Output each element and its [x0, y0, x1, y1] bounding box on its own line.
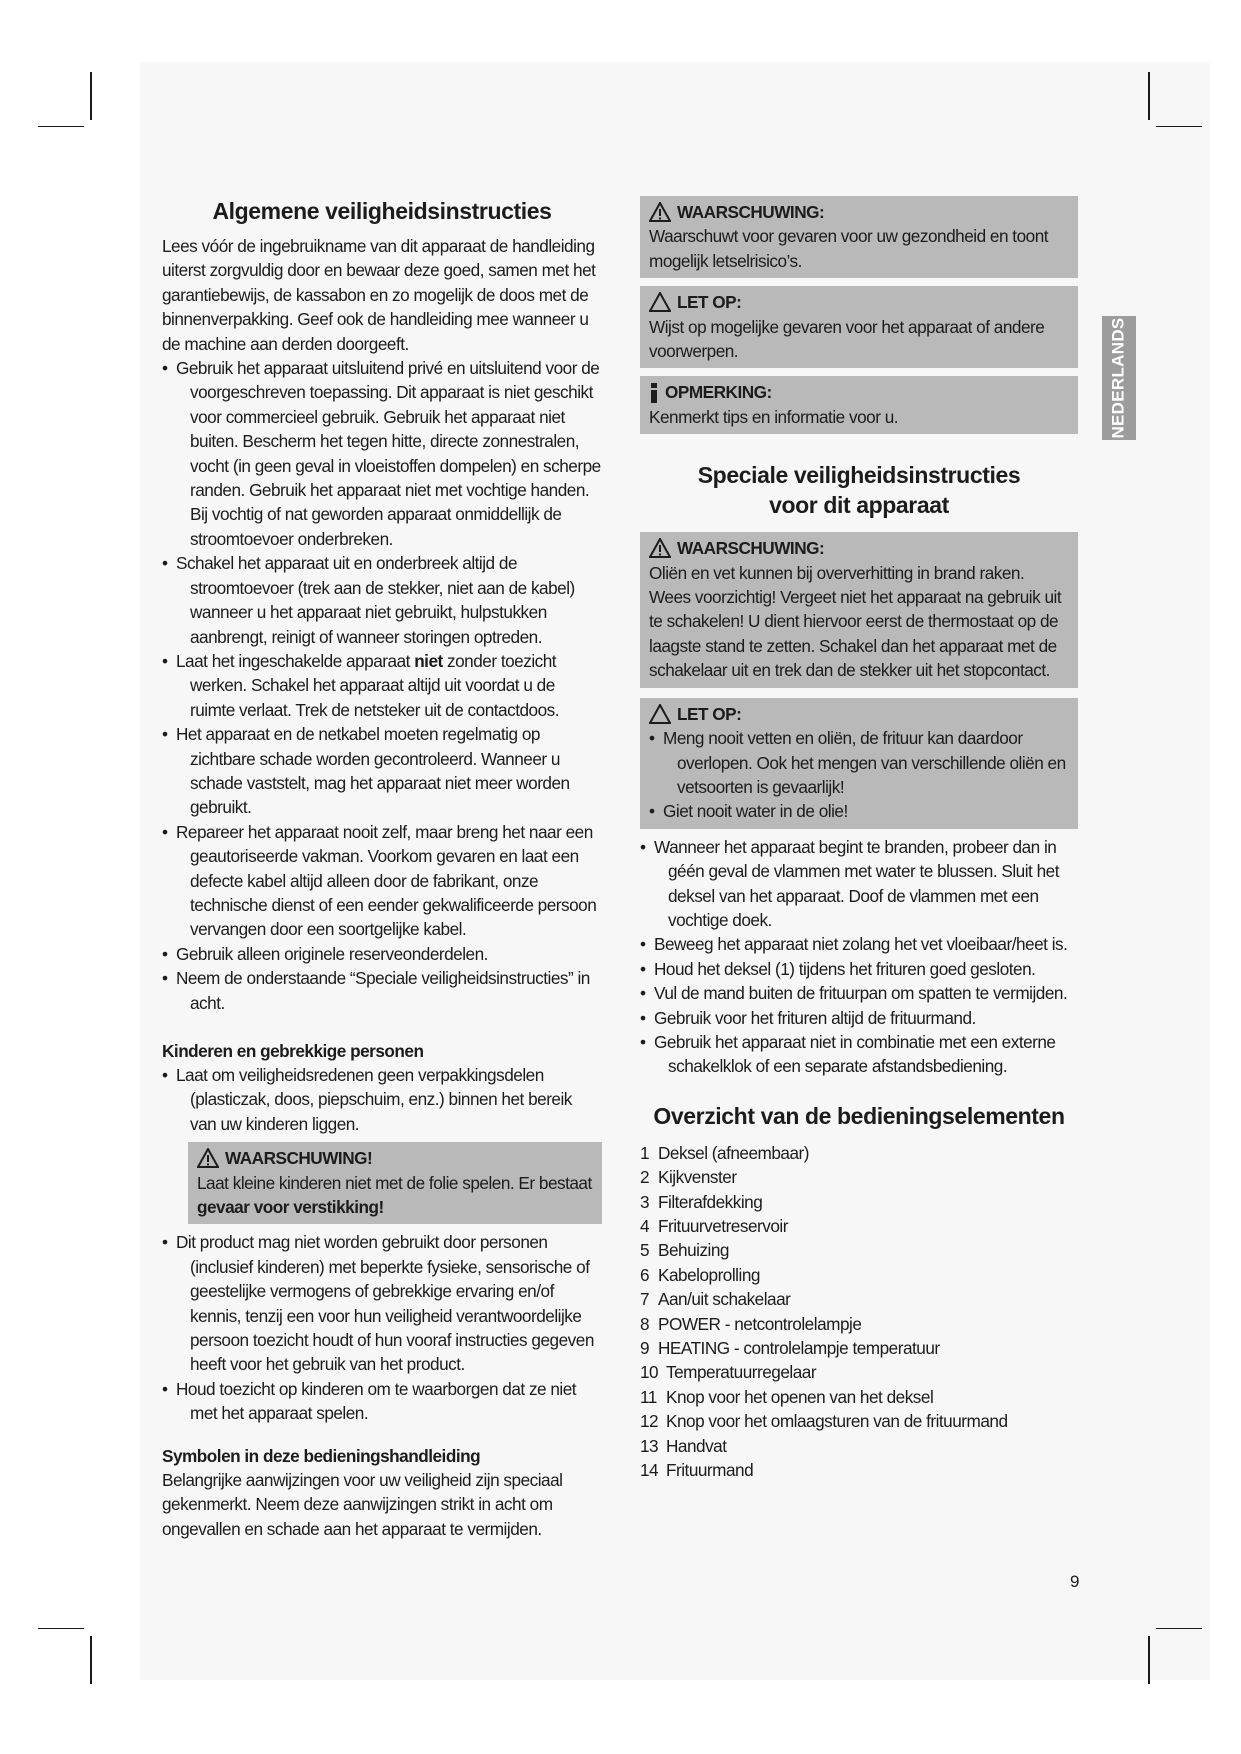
list-item [640, 1336, 1078, 1360]
box-text: Oliën en vet kunnen bij oververhitting in brand raken. Wees voorzichtig! Vergeet niet het apparaat na gebruik uit te schakelen! U dient hiervoor eerst de thermostaat op de laagste stand te zetten. Schakel dan het apparaat met de schakelaar uit en trek dan de stekker uit het stopcontact. [649, 562, 1062, 681]
caution-list [649, 726, 1070, 824]
item-label: Handvat [666, 1435, 727, 1456]
special-safety-list [640, 835, 1078, 1079]
crop-mark [90, 72, 92, 120]
list-item: • Neem de onderstaande “Speciale veiligheidsinstructies” in acht. [162, 966, 602, 1015]
title-line: Speciale veiligheidsinstructies [697, 462, 1021, 489]
item-label: Behuizing [658, 1240, 729, 1261]
children-list [162, 1063, 602, 1136]
page-number: 9 [1070, 1572, 1080, 1591]
list-item: • Beweeg het apparaat niet zolang het vet vloeibaar/heet is. [640, 932, 1078, 956]
item-number: 14 [640, 1460, 659, 1481]
box-title [649, 702, 1070, 726]
crop-mark [1156, 1628, 1202, 1629]
item-number: 11 [640, 1386, 657, 1407]
list-item [640, 1409, 1078, 1433]
right-column [640, 196, 1078, 1482]
symbol-box-caution [640, 286, 1078, 368]
intro-paragraph: Lees vóór de ingebruikname van dit apparaat de handleiding uiterst zorgvuldig door en bewaar deze goed, samen met het garantiebewijs, de kassabon en zo mogelijk de doos met de binnenverpakking. Geef ook de handleiding mee wanneer u de machine aan derden doorgeeft. [162, 236, 596, 354]
list-item [162, 649, 602, 722]
special-caution-box [640, 698, 1078, 829]
item-number: 12 [640, 1411, 659, 1432]
list-item: • Gebruik het apparaat niet in combinatie met een externe schakelklok of een separate afstandsbediening. [640, 1030, 1078, 1079]
warning-triangle-icon [197, 1148, 219, 1168]
item-label: Frituurmand [666, 1460, 754, 1481]
list-item [640, 1360, 1078, 1384]
item-label: Kijkvenster [658, 1167, 737, 1188]
crop-mark [90, 1636, 92, 1684]
text-run: Laat het ingeschakelde apparaat [176, 650, 415, 671]
text-emphasis: gevaar voor verstikking! [197, 1197, 384, 1218]
list-item [640, 1458, 1078, 1482]
list-item [640, 1214, 1078, 1238]
crop-mark [1148, 1636, 1150, 1684]
box-title [649, 536, 1070, 560]
text-run: Laat kleine kinderen niet met de folie spelen. Er bestaat [197, 1172, 592, 1193]
list-item: • Meng nooit vetten en oliën, de frituur kan daardoor overlopen. Ook het mengen van verschillende oliën en vetsoorten is gevaarlijk! [649, 726, 1070, 799]
item-number: 1 [640, 1142, 650, 1163]
caution-triangle-icon [649, 292, 671, 312]
list-item: • Gebruik alleen originele reserveonderdelen. [162, 942, 602, 966]
item-number: 13 [640, 1435, 659, 1456]
item-number: 8 [640, 1313, 650, 1334]
warning-triangle-icon [649, 538, 671, 558]
item-label: Temperatuurregelaar [666, 1362, 817, 1383]
text-emphasis: niet [414, 650, 443, 671]
box-title [649, 290, 1070, 314]
children-list-2 [162, 1230, 602, 1425]
symbols-heading: Symbolen in deze bedieningshandleiding [162, 1445, 481, 1466]
special-warning-box [640, 532, 1078, 687]
box-text: Kenmerkt tips en informatie voor u. [649, 406, 899, 427]
item-number: 6 [640, 1264, 650, 1285]
list-item: • Repareer het apparaat nooit zelf, maar breng het naar een geautoriseerde vakman. Voorkom gevaren en laat een defecte kabel altijd alleen door de fabrikant, onze technische dienst of een eender gekwalificeerde persoon vervangen door een soortgelijke kabel. [162, 820, 602, 942]
list-item: • Houd het deksel (1) tijdens het frituren goed gesloten. [640, 957, 1078, 981]
crop-mark [38, 126, 84, 127]
item-label: Knop voor het openen van het deksel [666, 1386, 934, 1407]
list-item: • Schakel het apparaat uit en onderbreek altijd de stroomtoevoer (trek aan de stekker, niet aan de kabel) wanneer u het apparaat niet gebruikt, hulpstukken aanbrengt, reinigt of wanneer storingen optreden. [162, 551, 602, 649]
crop-mark [1148, 72, 1150, 120]
language-tab [1102, 316, 1136, 440]
list-item: • Het apparaat en de netkabel moeten regelmatig op zichtbare schade worden gecontroleerd. Wanneer u schade vaststelt, mag het apparaat niet meer worden gebruikt. [162, 722, 602, 820]
box-title-text: OPMERKING: [665, 382, 772, 403]
list-item: • Laat om veiligheidsredenen geen verpakkingsdelen (plasticzak, doos, piepschuim, enz.) binnen het bereik van uw kinderen liggen. [162, 1063, 602, 1136]
section-title-overview: Overzicht van de bedieningselementen [653, 1102, 1065, 1129]
item-label: Kabeloprolling [658, 1264, 760, 1285]
box-title-text: WAARSCHUWING: [677, 202, 825, 222]
item-label: Knop voor het omlaagsturen van de frituurmand [666, 1411, 1008, 1432]
item-number: 9 [640, 1338, 650, 1359]
symbol-box-note [640, 376, 1078, 434]
language-tab-label: NEDERLANDS [1109, 317, 1128, 439]
list-item [640, 1190, 1078, 1214]
child-warning-box [188, 1142, 602, 1224]
symbols-paragraph: Belangrijke aanwijzingen voor uw veiligheid zijn speciaal gekenmerkt. Neem deze aanwijzingen strikt in acht om ongevallen en schade aan het apparaat te vermijden. [162, 1469, 563, 1539]
list-item [640, 1263, 1078, 1287]
overview-list [640, 1141, 1078, 1483]
section-title-general-safety: Algemene veiligheidsinstructies [212, 198, 552, 224]
crop-mark [38, 1628, 84, 1629]
list-item: • Vul de mand buiten de frituurpan om spatten te vermijden. [640, 981, 1078, 1005]
warning-triangle-icon [649, 202, 671, 222]
item-number: 10 [640, 1362, 659, 1383]
item-number: 7 [640, 1289, 650, 1310]
box-title-text: WAARSCHUWING! [225, 1148, 373, 1169]
list-item [640, 1238, 1078, 1262]
list-item: • Wanneer het apparaat begint te branden, probeer dan in géén geval de vlammen met water te blussen. Sluit het deksel van het apparaat. Doof de vlammen met een vochtige doek. [640, 835, 1078, 933]
item-number: 2 [640, 1167, 650, 1188]
left-column [162, 196, 602, 1541]
box-title-text: LET OP: [677, 292, 742, 313]
list-item [640, 1434, 1078, 1458]
item-number: 4 [640, 1216, 650, 1236]
crop-mark [1156, 126, 1202, 127]
box-title-text: LET OP: [677, 703, 742, 724]
list-item [640, 1165, 1078, 1189]
item-number: 3 [640, 1191, 650, 1212]
item-label: Frituurvetreservoir [658, 1216, 788, 1236]
list-item: • Dit product mag niet worden gebruikt door personen (inclusief kinderen) met beperkte fysieke, sensorische of geestelijke vermogens of gebrekkige ervaring en/of kennis, tenzij een voor hun veiligheid verantwoordelijke persoon toezicht houdt of hun vooraf instructies gegeven heeft voor het gebruik van het product. [162, 1230, 602, 1376]
list-item: • Houd toezicht op kinderen om te waarborgen dat ze niet met het apparaat spelen. [162, 1377, 602, 1426]
box-title [649, 200, 1070, 224]
item-label: POWER - netcontrolelampje [658, 1313, 862, 1334]
item-label: Aan/uit schakelaar [658, 1289, 791, 1310]
list-item: • Gebruik het apparaat uitsluitend privé en uitsluitend voor de voorgeschreven toepassing. Dit apparaat is niet geschikt voor commercieel gebruik. Gebruik het apparaat niet buiten. Bescherm het tegen hitte, directe zonnestralen, vocht (in geen geval in vloeistoffen dompelen) en scherpe randen. Gebruik het apparaat niet met vochtige handen. Bij vochtig of nat geworden apparaat onmiddellijk de stroomtoevoer onderbreken. [162, 356, 602, 551]
list-item: • Giet nooit water in de olie! [649, 799, 1070, 823]
list-item [640, 1287, 1078, 1311]
box-text: Wijst op mogelijke gevaren voor het apparaat of andere voorwerpen. [649, 316, 1045, 362]
box-text [197, 1171, 594, 1220]
list-item: • Gebruik voor het frituren altijd de frituurmand. [640, 1006, 1078, 1030]
info-icon [649, 383, 659, 403]
box-title [197, 1146, 594, 1170]
list-item [640, 1141, 1078, 1165]
item-number: 5 [640, 1240, 650, 1261]
box-title-text: WAARSCHUWING: [677, 538, 825, 559]
box-text: Waarschuwt voor gevaren voor uw gezondheid en toont mogelijk letselrisico’s. [649, 226, 1049, 271]
list-item [640, 1312, 1078, 1336]
list-item [640, 1385, 1078, 1409]
item-label: Filterafdekking [658, 1191, 763, 1212]
section-title-special-safety [640, 460, 1078, 520]
item-label: HEATING - controlelampje temperatuur [658, 1338, 940, 1359]
text-run: zonder toezicht werken. Schakel het apparaat altijd uit voordat u de ruimte verlaat. Trek de netsteker uit de contactdoos. [190, 650, 560, 720]
children-heading: Kinderen en gebrekkige personen [162, 1041, 424, 1061]
general-safety-list [162, 356, 602, 1015]
symbol-box-warning [640, 196, 1078, 278]
item-label: Deksel (afneembaar) [658, 1142, 809, 1163]
caution-triangle-icon [649, 704, 671, 724]
title-line: voor dit apparaat [769, 492, 949, 519]
box-title [649, 380, 1070, 404]
